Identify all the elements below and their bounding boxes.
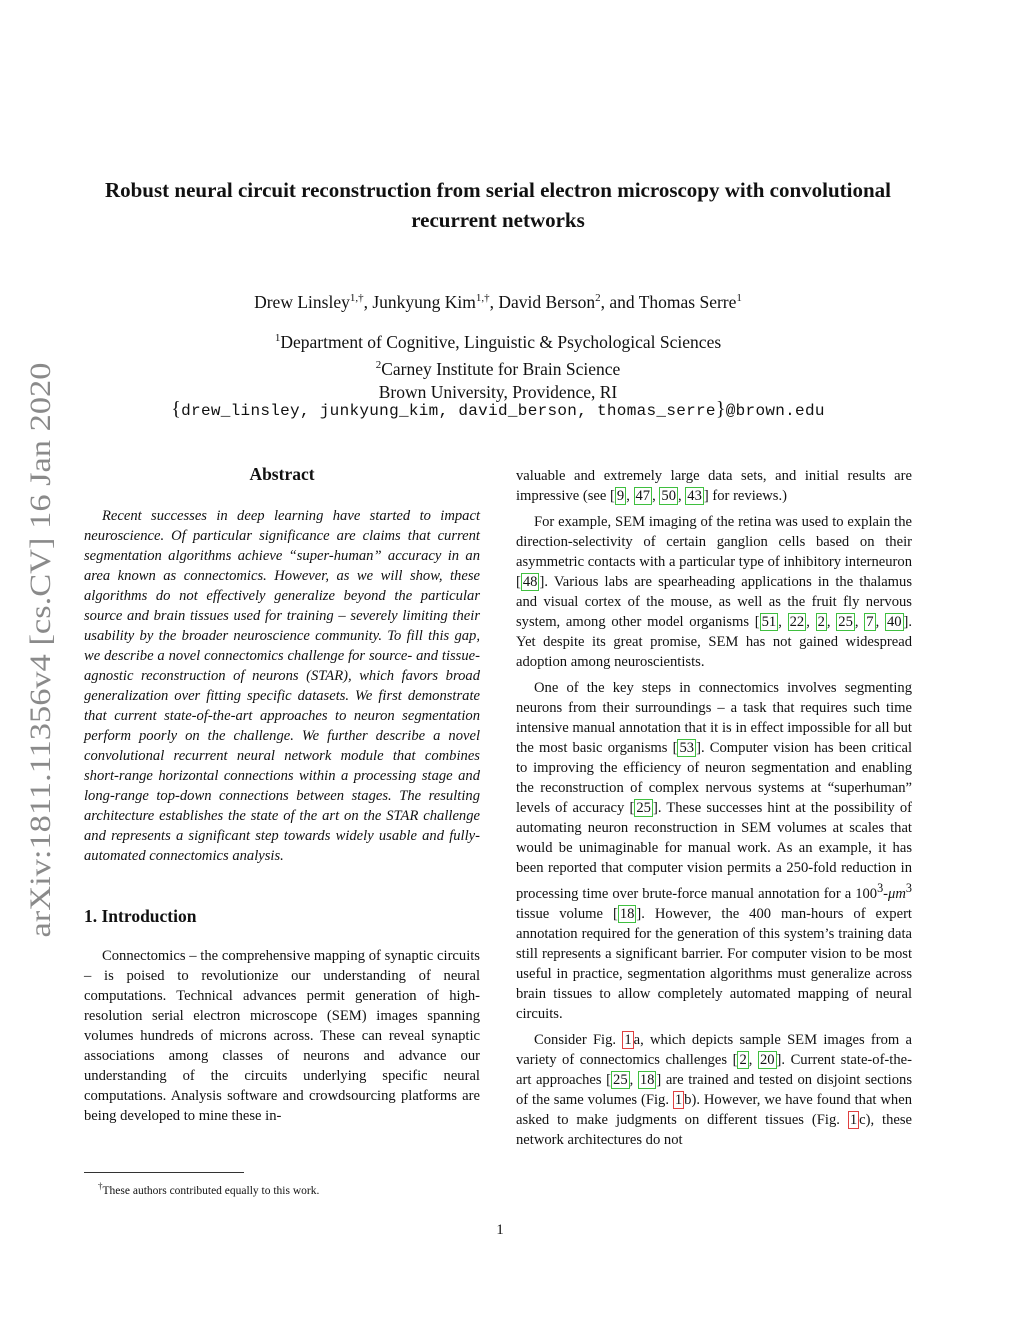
citation-link[interactable]: 2 [739,1051,747,1068]
text-run: . However, the 400 man-hours of expert annotation required for the generation of this system’s training data still represents a significant barrier. For computer vision to be most useful in practice, segmentation algorithms must generalize across brain tissues to allow completely automated mapping of neural circuits. [516,905,912,1022]
citation-link[interactable]: 18 [639,1071,655,1088]
abstract-text: Recent successes in deep learning have started to impact neuroscience. Of particular significance are claims that current segmentation algorithms achieve “super-human” accuracy in an area known as connectomics. However, as we will show, these algorithms do not effectively generalize beyond the particular source and brain tissues used for training – severely limiting their usability by the broader neuroscience community. To fill this gap, we describe a novel connectomics challenge for source- and tissue-agnostic reconstruction of neurons (STAR), which favors broad generalization over fitting specific datasets. We first demonstrate that current state-of-the-art approaches to neuron segmentation perform poorly on the challenge. We further describe a novel convolutional recurrent neural network module that combines short-range horizontal connections within a processing stage and long-range top-down connections between stages. The resulting architecture establishes the state of the art on the STAR challenge and represents a significant step towards widely usable and fully-automated connectomics analysis. [84,508,480,864]
body-paragraph: One of the key steps in connectomics involves segmenting neurons from their surroundings – a task that requires such time intensive manual annotation that it is in effect impossible for all but the most basic organisms [ 53 ]. Computer vision has been critical to improving the efficiency of neuron segmentation and enabling the reconstruction of complex nervous systems at “superhuman” levels of accuracy [ 25 ]. These successes hint at the possibility of automating neuron reconstruction in SEM volumes at scales that would be unimaginable for manual work. As an example, it has been reported that computer vision permits a 250-fold reduction in processing time over brute-force manual annotation for a $100^3-\mu m^3$ tissue volume [ 18 ]. However, the 400 man-hours of expert annotation required for the generation of this system’s training data still represents a significant barrier. For computer vision to be most useful in practice, segmentation algorithms must generalize across brain tissues to allow completely automated mapping of neural circuits. [516,680,913,1022]
citation-link[interactable]: 7 [866,614,874,630]
citation-link[interactable]: 20 [759,1051,775,1068]
footnote-mark: † [98,1181,103,1191]
figure-reference-link[interactable]: 1 [624,1031,632,1048]
author-name: Junkyung Kim [372,291,476,312]
left-column [84,462,480,1132]
affiliation-line [100,327,896,354]
citation-link[interactable]: 40 [886,614,902,630]
author-name: Drew Linsley [254,291,350,312]
arxiv-identifier-svg [18,360,62,940]
text-run: for reviews.) [708,488,787,504]
affiliation-mark: 1 [274,332,281,344]
math-unit: μm [888,885,906,902]
affiliations [100,327,896,404]
citation-link[interactable]: 25 [613,1071,628,1088]
paper-title: Robust neural circuit reconstruction from serial electron microscopy with convolutional recurrent networks [104,178,892,232]
arxiv-identifier-text: arXiv:1811.11356v4 [cs.CV] 16 Jan 2020 [24,436,57,938]
text-run: b). However, we have found that when asked to make judgments on different tissues (Fig. [516,1091,912,1128]
right-column [516,466,912,1156]
footnote [98,1178,319,1199]
author-separator: , [363,291,373,312]
author-affiliation-mark: 2 [595,292,601,304]
text-run: Consider Fig. [534,1031,623,1048]
author-affiliation-mark: 1,† [349,292,364,304]
author-name: David Berson [498,291,596,312]
author-list [100,287,896,313]
author-separator: , [489,291,499,312]
text-run: are trained and tested on disjoint sections of the same volumes (Fig. [516,1071,912,1108]
affiliation-text: Carney Institute for Brain Science [381,358,621,379]
author-separator: , and [600,291,639,312]
abstract-heading: Abstract [249,464,315,484]
email-brace: { [171,398,182,420]
citation-link[interactable]: 25 [636,800,651,816]
citation-link[interactable]: 25 [838,614,853,630]
text-run: c), these network architectures do not [516,1111,912,1148]
citation-link[interactable]: 18 [619,905,635,922]
affiliation-line [100,354,896,381]
email-domain: @brown.edu [725,402,825,420]
citation-link[interactable]: 47 [635,488,651,504]
citation-link[interactable]: 22 [789,614,805,630]
footnote-divider [84,1172,244,1173]
text-run: . Various labs are spearheading applications in the thalamus and visual cortex of the mouse, as well as the fruit fly nervous system, among other model organisms [516,574,912,630]
figure-reference-link[interactable]: 1 [674,1091,683,1108]
text-run: a, which depicts sample SEM images from a variety of connectomics challenges [516,1031,912,1068]
email-brace: } [715,398,726,420]
author-affiliation-mark: 1 [736,292,742,304]
author-affiliation-mark: 1,† [475,292,490,304]
text-run: . Computer vision has been critical to improving the efficiency of neuron segmentation and enabling the reconstruction of complex nervous systems at “superhuman” levels of accuracy [516,740,912,816]
text-run: valuable and extremely large data sets, and initial results are impressive (see [516,468,912,504]
text-run: tissue volume [516,905,613,922]
citation-link[interactable]: 9 [616,488,625,504]
citation-link[interactable]: 48 [522,574,538,590]
text-run: . These successes hint at the possibility of automating neuron reconstruction in SEM volumes at scales that would be unimaginable for manual work. As an example, it has been reported that computer vision permits a 250-fold reduction in processing time over brute-force manual annotation for a 100 [516,800,913,902]
body-paragraph: For example, SEM imaging of the retina was used to explain the direction-selectivity of certain ganglion cells based on their asymmetric contacts with a particular type of inhibitory interneuron [ 48 ]. Various labs are spearheading applications in the thalamus and visual cortex of the mouse, as well as the fruit fly nervous system, among other model organisms [ 51 , 22 , 2 , 25 , 7 , 40 ]. Yet despite its great promise, SEM has not gained widespread adoption among neuroscientists. [516,514,913,670]
text-run: . Current state-of-the-art approaches [516,1051,912,1088]
figure-reference-link[interactable]: 1 [849,1111,858,1128]
text-run: - [883,885,889,902]
section-heading-introduction: 1. Introduction [84,906,197,926]
superscript: 3 [905,881,912,895]
author-name: Thomas Serre [638,291,737,312]
footnote-text: These authors contributed equally to this work. [102,1184,320,1197]
page-number: 1 [496,1222,504,1238]
citation-link[interactable]: 53 [679,740,695,756]
text-run: One of the key steps in connectomics involves segmenting neurons from their surroundings – a task that requires such time intensive manual annotation that it is in effect impossible for all but the most basic organisms [516,680,912,756]
author-emails [100,398,896,422]
affiliation-text: Department of Cognitive, Linguistic & Psychological Sciences [280,331,722,352]
affiliation-mark: 2 [375,358,382,371]
citation-link[interactable]: 51 [761,614,777,630]
superscript: 3 [877,881,884,895]
intro-paragraph: Connectomics – the comprehensive mapping of synaptic circuits – is poised to revolutionize our understanding of neural computations. Technical advances permit generation of high-resolution serial electron microscope (SEM) images spanning volumes hundreds of microns across. These can reveal synaptic associations among classes of neurons and advance our understanding of the circuits underlying specific neural computations. Analysis software and crowdsourcing platforms are being developed to mine these in- [84,948,480,1124]
body-paragraph: Consider Fig. 1 a, which depicts sample SEM images from a variety of connectomics challenges [ 2 , 20 ]. Current state-of-the-art approaches [ 25 , 18 ] are trained and tested on disjoint sections of the same volumes (Fig. 1 b). However, we have found that when asked to make judgments on different tissues (Fig. 1 c), these network architectures do not [516,1031,912,1148]
text-run: For example, SEM imaging of the retina was used to explain the direction-selectivity of certain ganglion cells based on their asymmetric contacts with a particular type of inhibitory interneuron [516,514,912,570]
arxiv-identifier [18,360,62,940]
text-run: . Yet despite its great promise, SEM has not gained widespread adoption among neuroscientists. [516,614,913,670]
citation-link[interactable]: 2 [817,614,825,630]
affiliation-line: Brown University, Providence, RI [378,381,618,402]
citation-link[interactable]: 50 [661,488,676,504]
email-list: drew_linsley, junkyung_kim, david_berson, thomas_serre [181,402,716,420]
body-paragraph: valuable and extremely large data sets, and initial results are impressive (see [ 9 , 47 , 50 , 43 ] for reviews.) [516,468,912,504]
citation-link[interactable]: 43 [687,488,702,504]
